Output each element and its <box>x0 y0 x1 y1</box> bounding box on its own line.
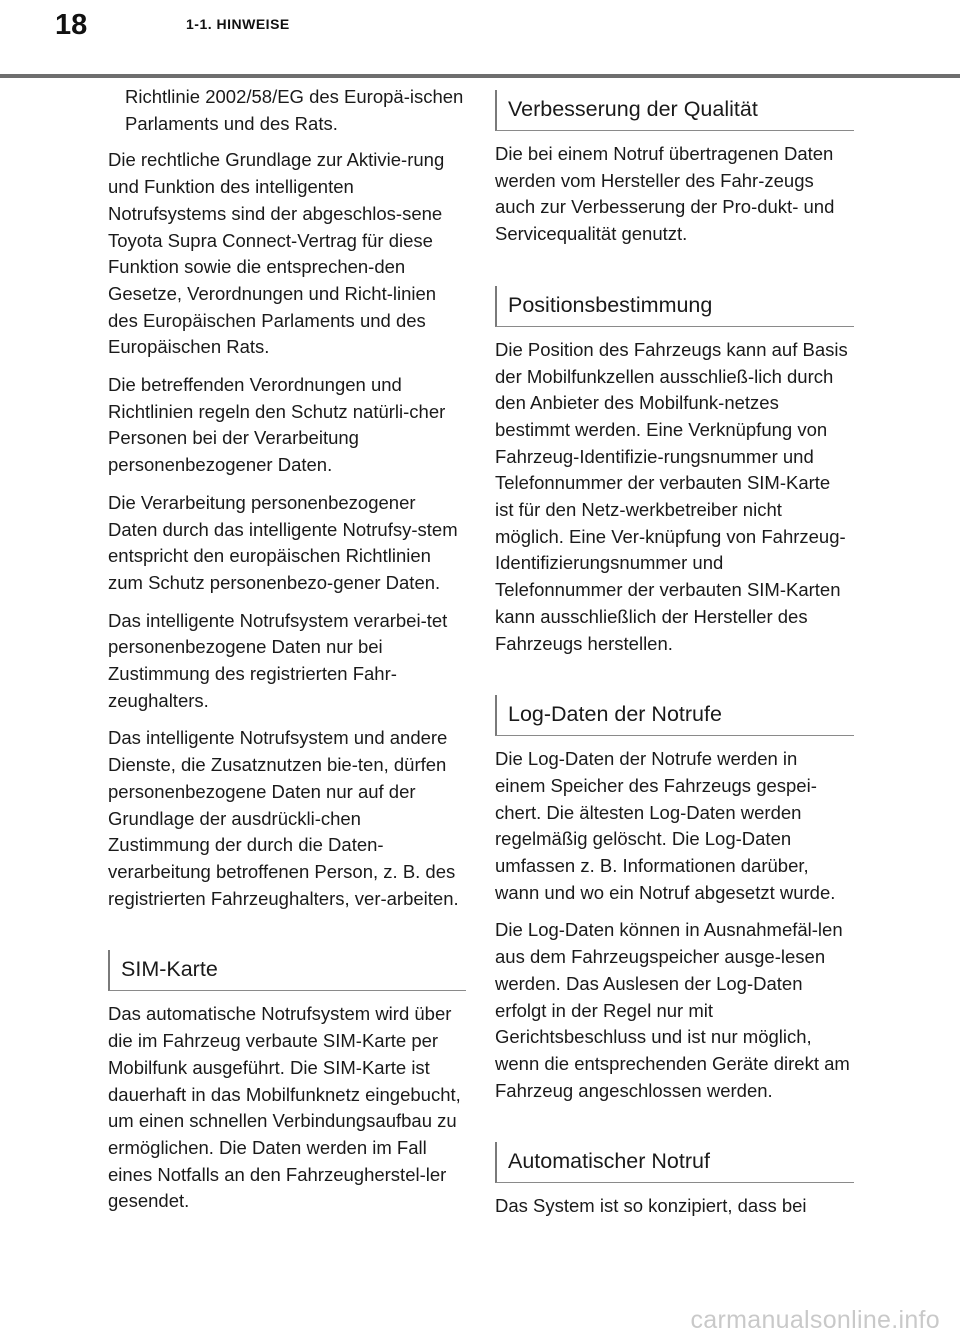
heading-log-data: Log-Daten der Notrufe <box>495 695 854 736</box>
paragraph-quality: Die bei einem Notruf übertragenen Daten werden vom Hersteller des Fahr-zeugs auch zur Verbesserung der Pro-dukt- und Servicequalität genutzt. <box>495 143 835 245</box>
paragraph-other-services: Das intelligente Notrufsystem und andere Dienste, die Zusatznutzen bie-ten, dürfen personenbezogene Daten nur auf der Grundlage der ausdrückli-chen Zustimmung der durch die Daten-verarbeitung betroffenen Person, z. B. des registrierten Fahrzeughalters, ver-arbeiten. <box>108 727 459 909</box>
paragraph-automatic-call: Das System ist so konzipiert, dass bei <box>495 1195 807 1217</box>
paragraph-consent: Das intelligente Notrufsystem verarbei-tet personenbezogene Daten nur bei Zustimmung des registrierten Fahr-zeughalters. <box>108 609 448 711</box>
watermark: carmanualsonline.info <box>690 1306 940 1334</box>
heading-positioning: Positionsbestimmung <box>495 286 854 327</box>
left-column <box>108 84 464 1226</box>
heading-quality-improvement: Verbesserung der Qualität <box>495 90 854 131</box>
paragraph-legal-basis: Die rechtliche Grundlage zur Aktivie-rung und Funktion des intelligenten Notrufsystems sind der abgeschlos-sene Toyota Supra Connect-Vertrag für diese Funktion sowie die entsprechen-den Gesetze, Verordnungen und Richt-linien des Europäischen Parlaments und des Europäischen Rats. <box>108 149 445 358</box>
paragraph-regulations: Die betreffenden Verordnungen und Richtlinien regeln den Schutz natürli-cher Personen bei der Verarbeitung personenbezogener Daten. <box>108 374 446 476</box>
page-number: 18 <box>55 9 88 41</box>
paragraph-log-storage: Die Log-Daten der Notrufe werden in einem Speicher des Fahrzeugs gespei-chert. Die ältesten Log-Daten werden regelmäßig gelöscht. Die Log-Daten umfassen z. B. Informationen darüber, wann und wo ein Notruf abgesetzt wurde. <box>495 748 836 903</box>
paragraph-sim-card: Das automatische Notrufsystem wird über die im Fahrzeug verbaute SIM-Karte per Mobilfunk ausgeführt. Die SIM-Karte ist dauerhaft in das Mobilfunknetz eingebucht, um einen schnellen Verbindungsaufbau zu ermöglichen. Die Daten werden im Fall eines Notfalls an den Fahrzeugherstel-ler gesendet. <box>108 1003 461 1212</box>
section-title: 1-1. HINWEISE <box>186 16 290 32</box>
heading-automatic-call: Automatischer Notruf <box>495 1142 854 1183</box>
heading-sim-karte: SIM-Karte <box>108 950 466 991</box>
right-column <box>495 84 851 1231</box>
paragraph-data-processing: Die Verarbeitung personenbezogener Daten durch das intelligente Notrufsy-stem entspricht den europäischen Richtlinien zum Schutz personenbezo-gener Daten. <box>108 491 458 593</box>
paragraph-positioning: Die Position des Fahrzeugs kann auf Basis der Mobilfunkzellen ausschließ-lich durch den Anbieter des Mobilfunk-netzes bestimmt werden. Eine Verknüpfung von Fahrzeug-Identifizie-rungsnummer und Telefonnummer der verbauten SIM-Karte ist für den Netz-werkbetreiber nicht möglich. Eine Ver-knüpfung von Fahrzeug-Identifizierungsnummer und Telefonnummer der verbauten SIM-Karten kann ausschließlich der Hersteller des Fahrzeugs herstellen. <box>495 338 848 654</box>
paragraph-log-readout: Die Log-Daten können in Ausnahmefäl-len aus dem Fahrzeugspeicher ausge-lesen werden. Das Auslesen der Log-Daten erfolgt in der Regel nur mit Gerichtsbeschluss und ist nur möglich, wenn die entsprechenden Geräte direkt am Fahrzeug angeschlossen werden. <box>495 919 850 1101</box>
paragraph-directive-reference: Richtlinie 2002/58/EG des Europä-ischen Parlaments und des Rats. <box>125 86 464 134</box>
header-divider <box>0 74 960 78</box>
